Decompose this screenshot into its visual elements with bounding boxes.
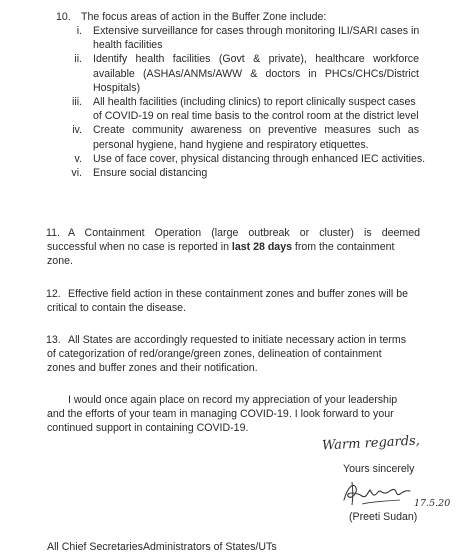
focus-item-numeral: vi. xyxy=(71,167,82,179)
focus-item-text: health facilities xyxy=(93,39,163,52)
para-13-line-3: zones and buffer zones and their notification. xyxy=(47,362,258,374)
para-11-number: 11. xyxy=(46,227,60,239)
para-11-line-2-tail: from the containment xyxy=(291,241,395,253)
focus-item-text: Identify health facilities (Govt & private), healthcare workforce xyxy=(93,53,419,66)
focus-item-text: personal hygiene, hand hygiene and respiratory etiquettes. xyxy=(93,138,369,151)
closing-line-1: I would once again place on record my appreciation of your leadership xyxy=(68,394,398,406)
focus-item-numeral: ii. xyxy=(74,53,82,66)
signatory-name: (Preeti Sudan) xyxy=(349,511,418,523)
para-11-line-2-text: successful when no case is reported in xyxy=(47,241,232,253)
para-11-line-2 xyxy=(47,240,394,254)
closing-line-3: continued support in containing COVID-19. xyxy=(47,422,249,434)
para-11-line-3: zone. xyxy=(47,255,73,267)
para-10-number: 10. xyxy=(56,11,71,23)
yours-sincerely: Yours sincerely xyxy=(343,463,415,475)
focus-item-text: Use of face cover, physical distancing through enhanced IEC activities. xyxy=(93,152,426,165)
para-12-line-1: Effective field action in these containment zones and buffer zones will be xyxy=(68,288,408,300)
focus-item-text: Ensure social distancing xyxy=(93,167,208,179)
para-13-line-1: All States are accordingly requested to initiate necessary action in terms xyxy=(68,334,406,346)
focus-item-text: available (ASHAs/ANMs/AWW & doctors in PHCs/CHCs/District xyxy=(93,67,419,80)
closing-line-2: and the efforts of your team in managing COVID-19. I look forward to your xyxy=(47,408,394,420)
handwritten-warm-regards: Warm regards, xyxy=(321,433,421,454)
para-11-line-1: A Containment Operation (large outbreak or cluster) is deemed xyxy=(68,227,420,239)
focus-item-numeral: v. xyxy=(74,152,82,165)
signature-scribble xyxy=(340,478,418,508)
focus-item-text: Hospitals) xyxy=(93,81,141,94)
focus-item-text: of COVID-19 on real time basis to the control room at the district level xyxy=(93,110,419,123)
focus-item-text: Create community awareness on preventive measures such as xyxy=(93,124,419,137)
addressee-line: All Chief SecretariesAdministrators of States/UTs xyxy=(47,541,277,553)
para-12-line-2: critical to contain the disease. xyxy=(47,302,186,314)
focus-item-numeral: iii. xyxy=(71,96,82,108)
para-13-number: 13. xyxy=(46,334,61,346)
focus-item-text: Extensive surveillance for cases through monitoring ILI/SARI cases in xyxy=(93,25,420,37)
last-28-days-emphasis: last 28 days xyxy=(231,241,292,253)
focus-item-numeral: i. xyxy=(76,25,82,37)
focus-item-numeral: iv. xyxy=(72,124,82,137)
para-13-line-2: of categorization of red/orange/green zones, delineation of containment xyxy=(47,348,382,360)
focus-item-text: All health facilities (including clinics) to report clinically suspect cases xyxy=(93,96,416,108)
para-12-number: 12. xyxy=(46,288,61,300)
para-10-intro: The focus areas of action in the Buffer Zone include: xyxy=(81,11,327,23)
signature-date: 17.5.20 xyxy=(414,498,451,509)
